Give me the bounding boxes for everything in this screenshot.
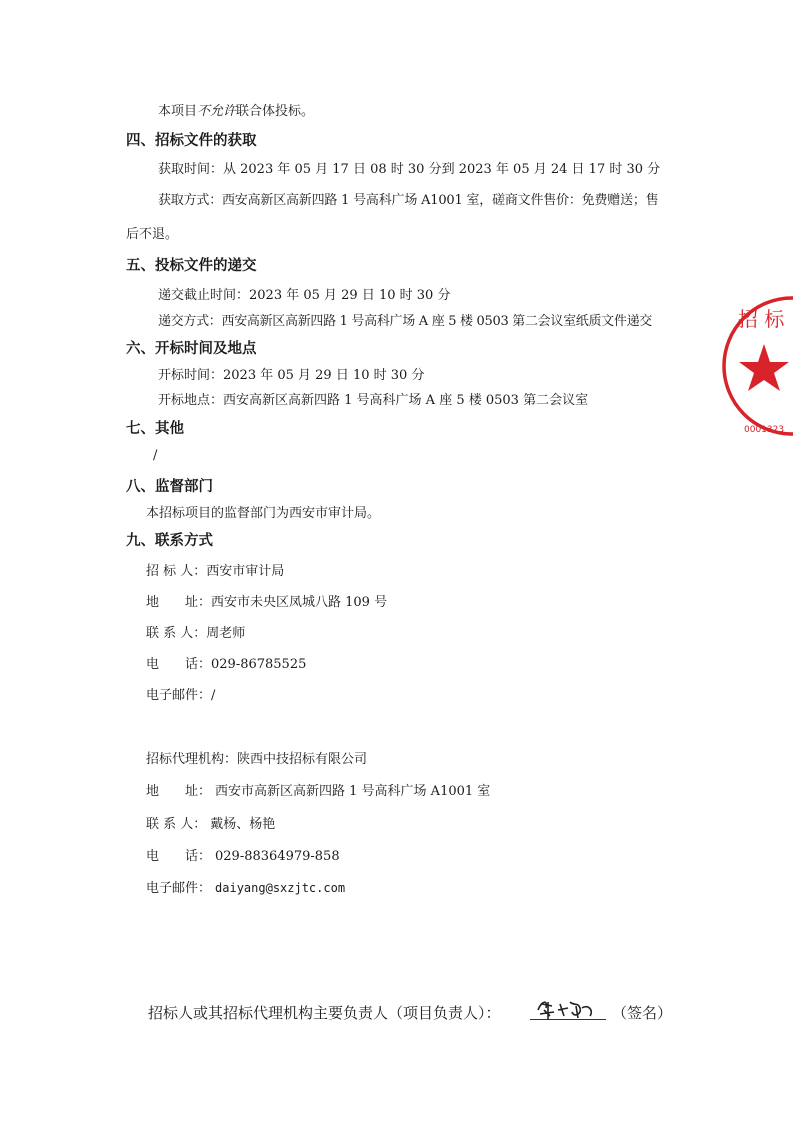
agency-phone-row <box>146 849 340 865</box>
s5-method: 递交方式：西安高新区高新四路 1 号高科广场 A 座 5 楼 0503 第二会议室纸质文件递交 <box>158 314 652 329</box>
s4-method-line2: 后不退。 <box>126 227 179 242</box>
tenderer-contact: 联 系 人：周老师 <box>146 626 246 641</box>
tenderer-email: 电子邮件：/ <box>146 688 216 703</box>
agency-contact-row <box>146 817 275 833</box>
tenderer-address: 地 址：西安市未央区凤城八路 109 号 <box>146 595 388 610</box>
agency-email-row <box>146 880 345 897</box>
agency-name: 招标代理机构：陕西中技招标有限公司 <box>146 752 368 767</box>
signature-underline <box>530 1018 606 1020</box>
s7-content: / <box>153 448 158 463</box>
s6-time: 开标时间：2023 年 05 月 29 日 10 时 30 分 <box>158 368 425 383</box>
tenderer-phone: 电 话：029-86785525 <box>146 657 307 672</box>
agency-address-label: 地 址： <box>146 784 212 799</box>
official-seal <box>700 292 793 442</box>
seal-icon <box>700 292 793 442</box>
intro-prefix: 本项目 <box>158 104 198 119</box>
section-9-heading: 九、联系方式 <box>126 533 213 549</box>
agency-contact: 戴杨、杨艳 <box>210 817 276 832</box>
footer-text: 招标人或其招标代理机构主要负责人（项目负责人）： <box>148 1004 501 1022</box>
section-6-heading: 六、开标时间及地点 <box>126 341 257 357</box>
s4-method-line1: 获取方式：西安高新区高新四路 1 号高科广场 A1001 室，磋商文件售价：免费赠送；售 <box>158 193 659 208</box>
s5-deadline: 递交截止时间：2023 年 05 月 29 日 10 时 30 分 <box>158 288 451 303</box>
intro-emphasis: 不允许 <box>197 104 237 119</box>
agency-email-label: 电子邮件： <box>146 881 212 896</box>
agency-address: 西安市高新区高新四路 1 号高科广场 A1001 室 <box>215 784 491 799</box>
agency-phone-label: 电 话： <box>146 849 212 864</box>
s8-content: 本招标项目的监督部门为西安市审计局。 <box>146 506 381 521</box>
section-5-heading: 五、投标文件的递交 <box>126 258 257 274</box>
agency-email: daiyang@sxzjtc.com <box>215 881 346 895</box>
section-7-heading: 七、其他 <box>126 421 184 437</box>
agency-phone: 029-88364979-858 <box>215 849 340 864</box>
seal-number: 0001323 <box>744 425 785 435</box>
footer-signature-line <box>148 1002 501 1023</box>
intro-suffix: 联合体投标。 <box>236 104 315 119</box>
intro-line <box>158 104 314 120</box>
agency-contact-label: 联 系 人： <box>146 817 207 832</box>
footer-suffix: （签名） <box>612 1004 673 1022</box>
s4-time: 获取时间：从 2023 年 05 月 17 日 08 时 30 分到 2023 年 05 月 24 日 17 时 30 分 <box>158 162 661 177</box>
seal-text: 招 标 <box>738 307 785 331</box>
section-4-heading: 四、招标文件的获取 <box>126 133 257 149</box>
section-8-heading: 八、监督部门 <box>126 479 213 495</box>
tenderer-name: 招 标 人：西安市审计局 <box>146 564 285 579</box>
s6-place: 开标地点：西安高新区高新四路 1 号高科广场 A 座 5 楼 0503 第二会议室 <box>158 393 589 408</box>
agency-address-row <box>146 784 490 800</box>
